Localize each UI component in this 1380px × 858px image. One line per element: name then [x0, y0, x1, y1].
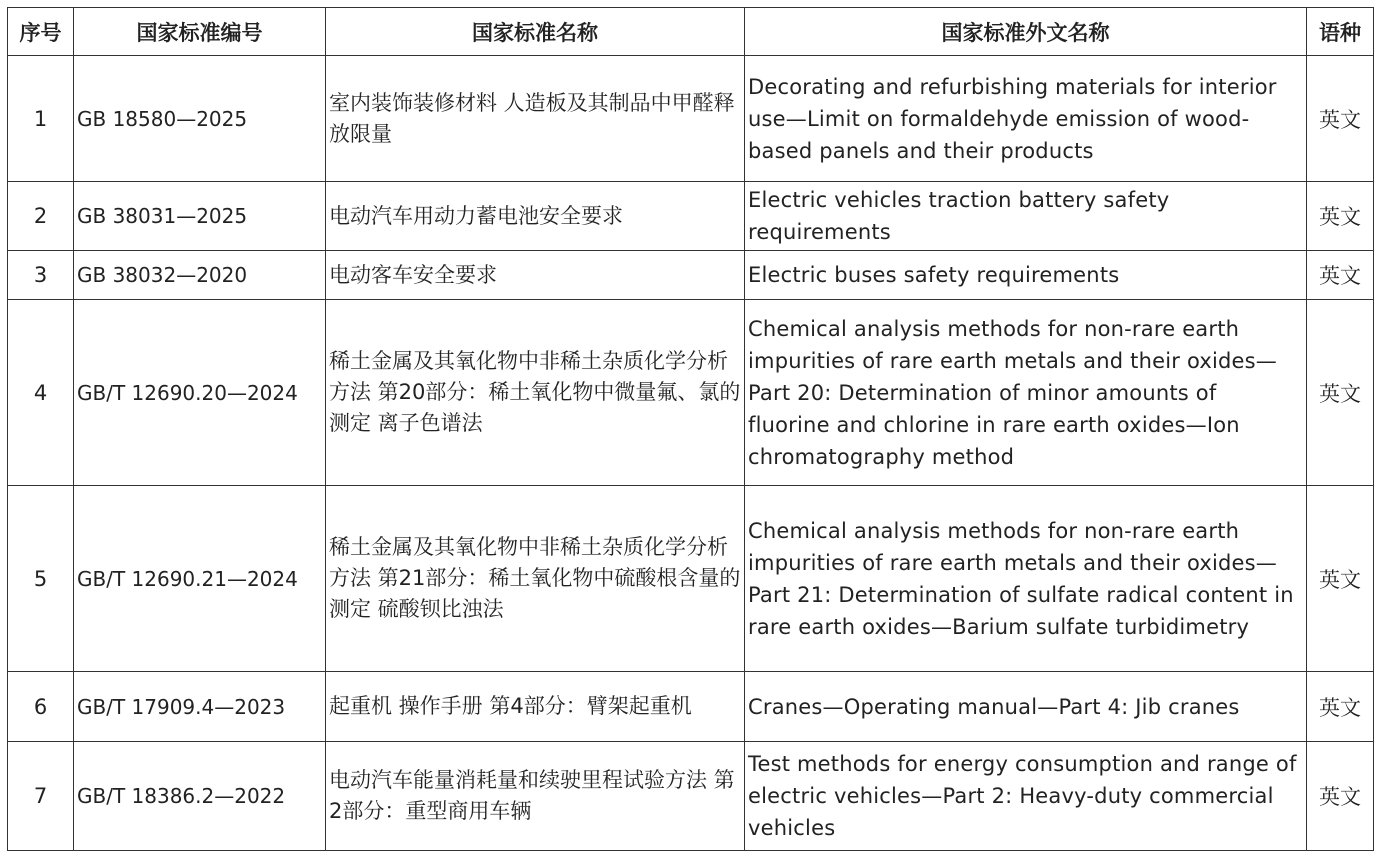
cell-standard-name-en: Test methods for energy consumption and range of electric vehicles—Part 2: Heavy-duty commercial vehicles	[745, 742, 1307, 851]
table-row	[8, 300, 1374, 486]
header-row	[8, 8, 1374, 56]
header-serial-number: 序号	[8, 8, 74, 56]
cell-language: 英文	[1307, 56, 1374, 182]
header-standard-name-cn: 国家标准名称	[326, 8, 745, 56]
table-row	[8, 486, 1374, 672]
cell-standard-code: GB 38032—2020	[74, 251, 326, 300]
cell-standard-name-cn: 电动汽车能量消耗量和续驶里程试验方法 第2部分：重型商用车辆	[326, 742, 745, 851]
cell-standard-name-en: Decorating and refurbishing materials for interior use—Limit on formaldehyde emission of wood-based panels and their products	[745, 56, 1307, 182]
cell-language: 英文	[1307, 300, 1374, 486]
cell-serial-number: 6	[8, 672, 74, 742]
cell-standard-code: GB/T 12690.20—2024	[74, 300, 326, 486]
header-standard-name-en: 国家标准外文名称	[745, 8, 1307, 56]
cell-standard-code: GB/T 12690.21—2024	[74, 486, 326, 672]
cell-standard-name-en: Cranes—Operating manual—Part 4: Jib cranes	[745, 672, 1307, 742]
cell-serial-number: 3	[8, 251, 74, 300]
cell-standard-name-cn: 室内装饰装修材料 人造板及其制品中甲醛释放限量	[326, 56, 745, 182]
cell-serial-number: 2	[8, 182, 74, 251]
table-row	[8, 56, 1374, 182]
cell-standard-name-en: Chemical analysis methods for non-rare earth impurities of rare earth metals and their oxides—Part 21: Determination of sulfate radical content in rare earth oxides—Barium sulfate turbidimetry	[745, 486, 1307, 672]
cell-language: 英文	[1307, 672, 1374, 742]
cell-standard-name-cn: 电动汽车用动力蓄电池安全要求	[326, 182, 745, 251]
table-row	[8, 672, 1374, 742]
table-row	[8, 251, 1374, 300]
cell-standard-code: GB 38031—2025	[74, 182, 326, 251]
cell-standard-code: GB 18580—2025	[74, 56, 326, 182]
cell-serial-number: 5	[8, 486, 74, 672]
cell-standard-code: GB/T 18386.2—2022	[74, 742, 326, 851]
cell-language: 英文	[1307, 182, 1374, 251]
cell-serial-number: 7	[8, 742, 74, 851]
header-language: 语种	[1307, 8, 1374, 56]
cell-standard-name-cn: 稀土金属及其氧化物中非稀土杂质化学分析方法 第20部分：稀土氧化物中微量氟、氯的测定 离子色谱法	[326, 300, 745, 486]
cell-language: 英文	[1307, 251, 1374, 300]
cell-serial-number: 1	[8, 56, 74, 182]
table-row	[8, 182, 1374, 251]
standards-table	[7, 7, 1374, 851]
cell-standard-name-cn: 稀土金属及其氧化物中非稀土杂质化学分析方法 第21部分：稀土氧化物中硫酸根含量的测定 硫酸钡比浊法	[326, 486, 745, 672]
cell-serial-number: 4	[8, 300, 74, 486]
cell-standard-name-en: Chemical analysis methods for non-rare earth impurities of rare earth metals and their oxides—Part 20: Determination of minor amounts of fluorine and chlorine in rare earth oxides—Ion chromatography method	[745, 300, 1307, 486]
cell-standard-name-cn: 电动客车安全要求	[326, 251, 745, 300]
cell-standard-name-cn: 起重机 操作手册 第4部分：臂架起重机	[326, 672, 745, 742]
cell-standard-name-en: Electric vehicles traction battery safety requirements	[745, 182, 1307, 251]
cell-standard-code: GB/T 17909.4—2023	[74, 672, 326, 742]
header-standard-code: 国家标准编号	[74, 8, 326, 56]
table-row	[8, 742, 1374, 851]
cell-language: 英文	[1307, 742, 1374, 851]
cell-standard-name-en: Electric buses safety requirements	[745, 251, 1307, 300]
cell-language: 英文	[1307, 486, 1374, 672]
